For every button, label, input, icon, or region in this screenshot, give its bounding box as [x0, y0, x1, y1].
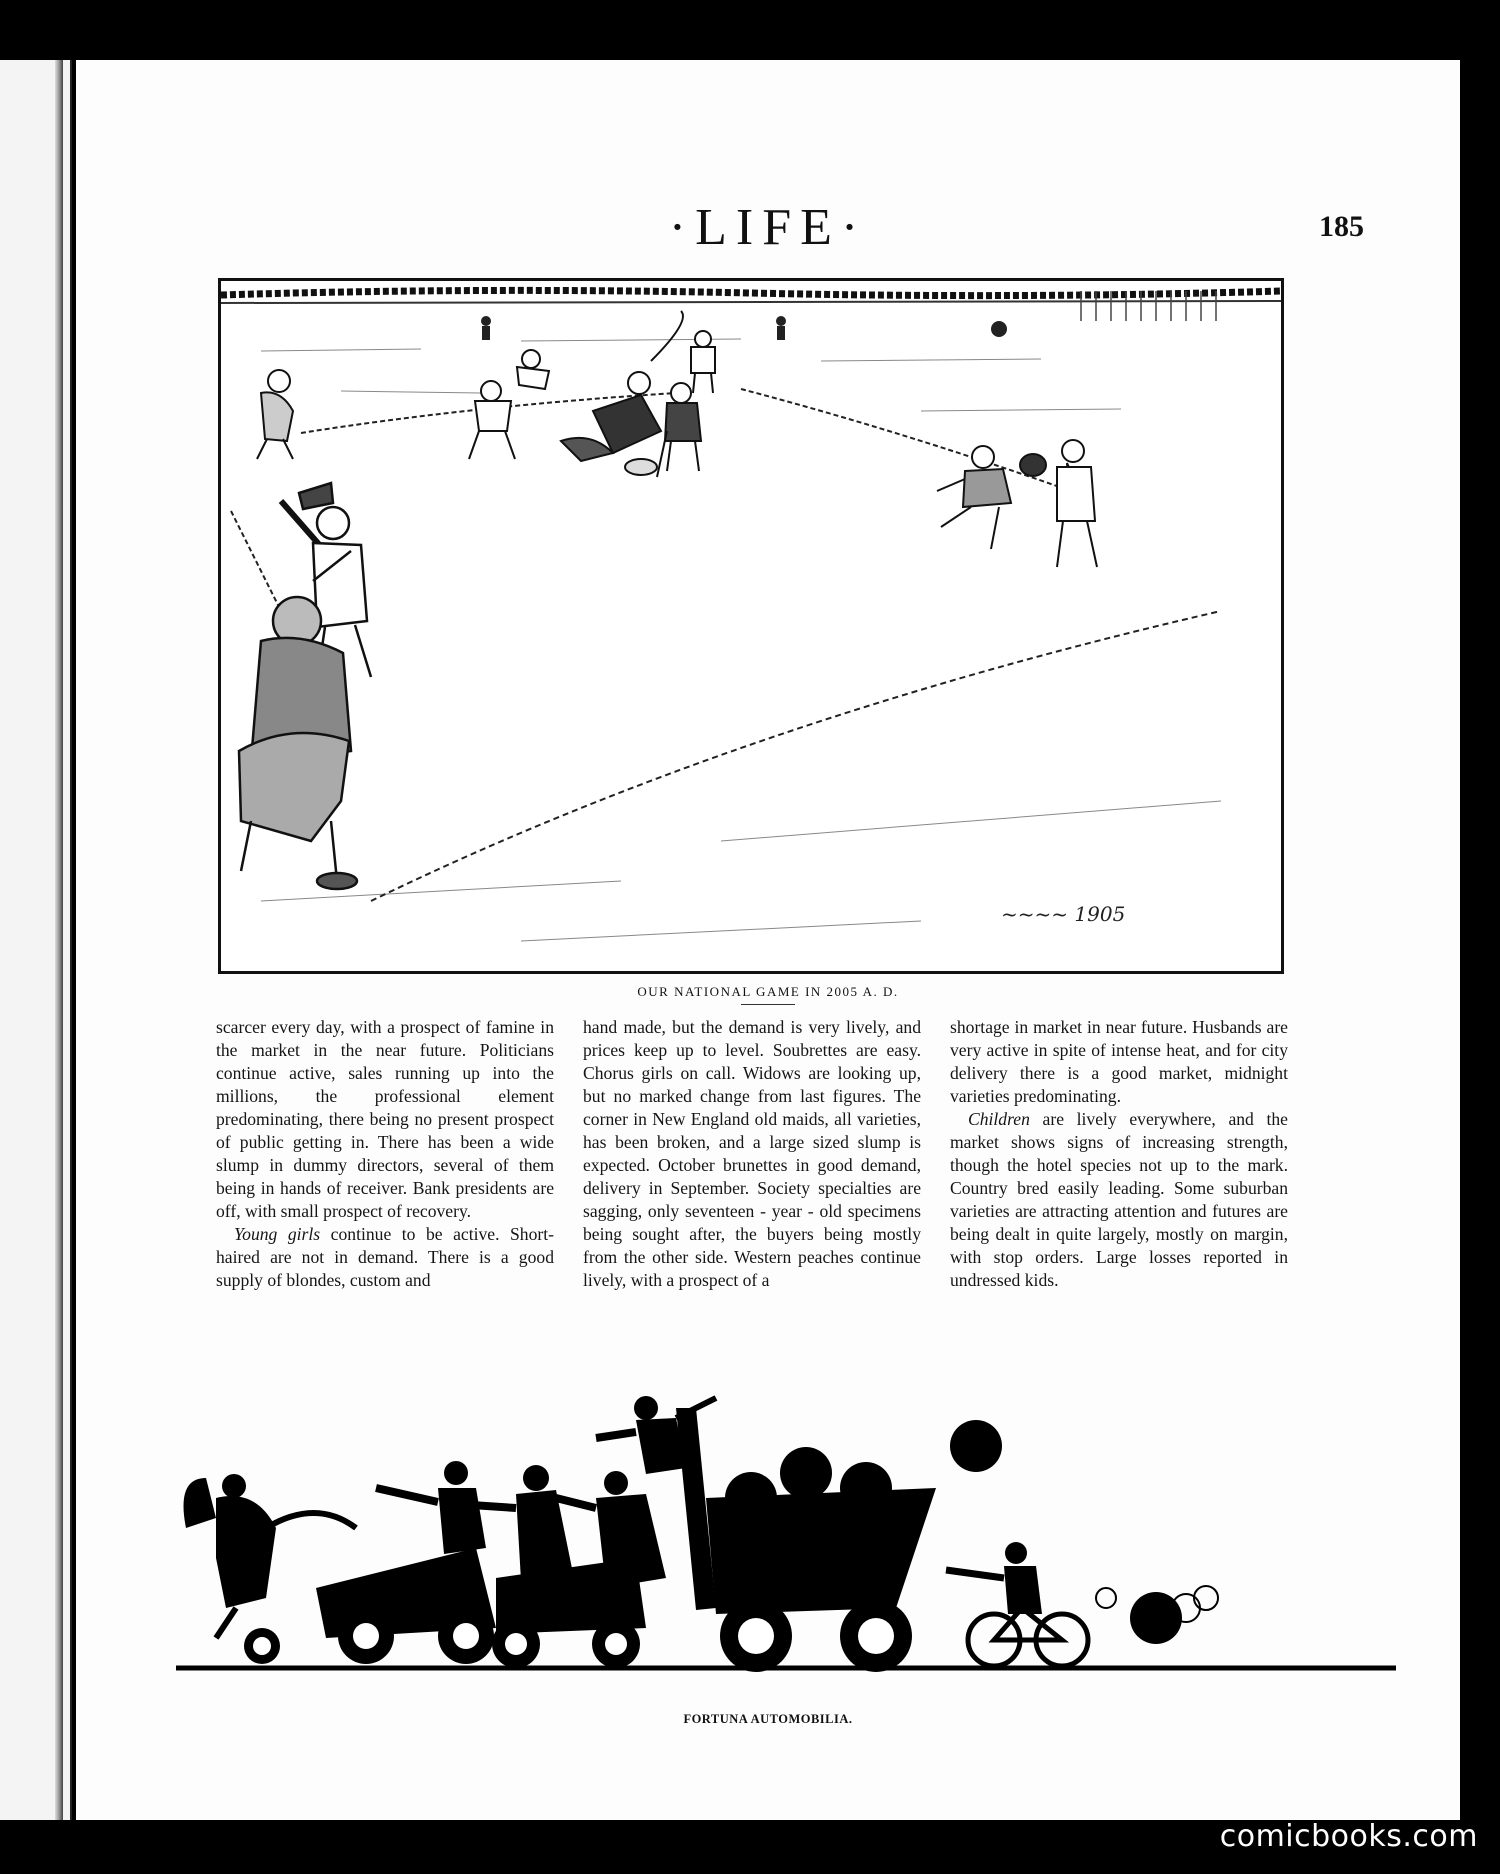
page-number: 185 [1319, 210, 1364, 243]
paragraph: shortage in market in near future. Husbands are very active in spite of intense heat, and for city delivery there is a good market, midnight varieties predominating. [950, 1017, 1288, 1106]
artist-signature: ~~~~ 1905 [1001, 902, 1126, 926]
article-column-2 [583, 1016, 921, 1292]
paragraph: scarcer every day, with a prospect of famine in the market in the near future. Politicians continue active, sales running up into the millions, the professional element predominating, there being no present prospect of public getting in. There has been a wide slump in dummy directors, several of them being in hands of receiver. Bank presidents are off, with small prospect of recovery. [216, 1017, 554, 1221]
baseball-illustration [218, 278, 1284, 974]
paragraph-lead: Young girls [234, 1224, 321, 1244]
paragraph: Young girls continue to be active. Short-haired are not in demand. There is a good supply of blondes, custom and [216, 1224, 555, 1290]
watermark: comicbooks.com [1219, 1819, 1478, 1854]
illustration-caption: OUR NATIONAL GAME IN 2005 A. D. [637, 984, 899, 999]
paragraph: hand made, but the demand is very lively, and prices keep up to level. Soubrettes are easy. Chorus girls on call. Widows are looking up, but no marked change from last figures. The corner in New England old maids, all varieties, has been broken, and a large sized slump is expected. October brunettes in good demand, delivery in September. Society specialties are sagging, only seventeen - year - old specimens being sought after, the buyers being mostly from the other side. Western peaches continue lively, with a prospect of a [583, 1017, 921, 1290]
magazine-page [76, 60, 1460, 1820]
automobile-procession-cartoon [176, 1378, 1396, 1698]
paragraph: Children are lively everywhere, and the market shows signs of increasing strength, though the hotel species not up to the mark. Country bred easily leading. Some suburban varieties are attracting attention and futures are being dealt in quite largely, mostly on margin, with stop orders. Large losses reported in undressed kids. [950, 1109, 1288, 1290]
cartoon-caption: FORTUNA AUTOMOBILIA. [683, 1712, 853, 1726]
caption-rule [741, 1004, 795, 1005]
facing-page-edge [0, 60, 72, 1820]
paragraph-lead: Children [968, 1109, 1030, 1129]
masthead-title: ·LIFE· [668, 199, 868, 256]
article-column-1 [216, 1016, 554, 1292]
article-column-3 [950, 1016, 1288, 1292]
